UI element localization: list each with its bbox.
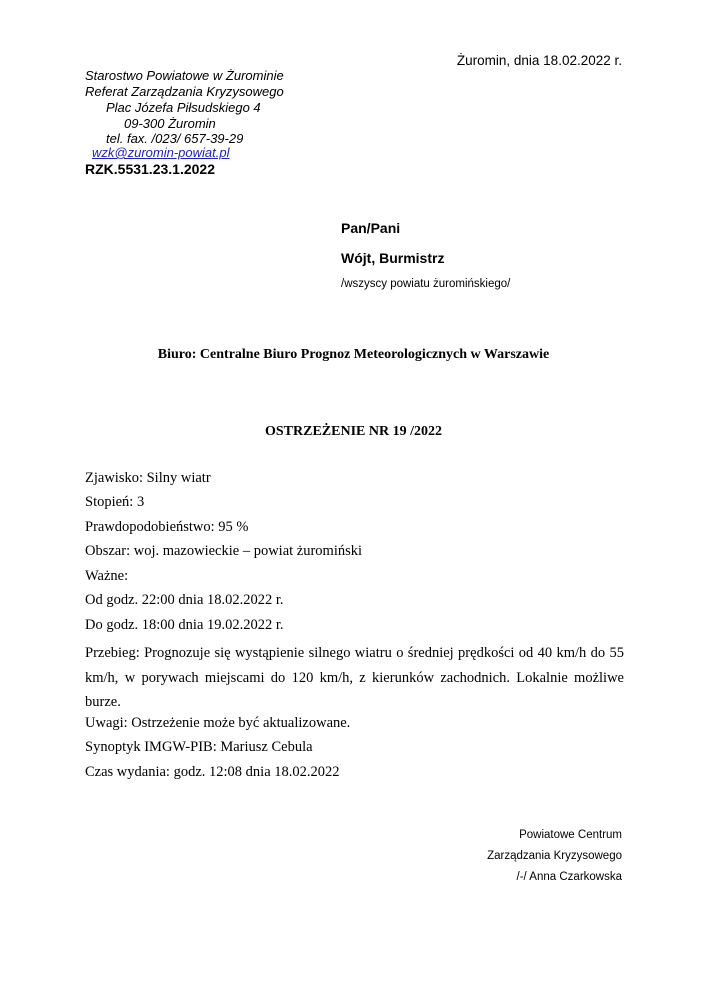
signature-center-cont: Zarządzania Kryzysowego [487,850,622,862]
warning-remarks: Uwagi: Ostrzeżenie może być aktualizowane. [85,715,351,731]
warning-issued-time: Czas wydania: godz. 12:08 dnia 18.02.2022 [85,764,340,780]
sender-phone-fax: tel. fax. /023/ 657-39-29 [106,131,244,146]
signature-name: /-/ Anna Czarkowska [516,871,622,883]
warning-forecaster: Synoptyk IMGW-PIB: Mariusz Cebula [85,739,313,755]
warning-valid-label: Ważne: [85,568,129,584]
warning-degree: Stopień: 3 [85,494,145,510]
bureau-heading: Biuro: Centralne Biuro Prognoz Meteorologicznych w Warszawie [157,347,550,362]
addressee-scope: /wszyscy powiatu żuromińskiego/ [341,278,511,290]
sender-office: Starostwo Powiatowe w Żurominie [85,68,284,83]
sender-email-link[interactable]: wzk@zuromin-powiat.pl [92,145,230,160]
warning-valid-to: Do godz. 18:00 dnia 19.02.2022 r. [85,617,284,633]
addressee-salutation: Pan/Pani [341,220,401,236]
warning-course: Przebieg: Prognozuje się wystąpienie silnego wiatru o średniej prędkości od 40 km/h do 55 km/h, w porywach miejscami do 120 km/h, z kierunków zachodnich. Lokalnie możliwe burze. [85,645,624,710]
reference-number: RZK.5531.23.1.2022 [85,161,215,177]
warning-area: Obszar: woj. mazowieckie – powiat żuromiński [85,543,363,559]
warning-valid-from: Od godz. 22:00 dnia 18.02.2022 r. [85,592,284,608]
date-line: Żuromin, dnia 18.02.2022 r. [456,53,622,68]
warning-title: OSTRZEŻENIE NR 19 /2022 [265,424,442,439]
signature-center: Powiatowe Centrum [519,829,622,841]
addressee-title: Wójt, Burmistrz [341,250,445,266]
warning-phenomenon: Zjawisko: Silny wiatr [85,470,211,486]
sender-postal-city: 09-300 Żuromin [124,116,216,131]
warning-probability: Prawdopodobieństwo: 95 % [85,519,249,535]
sender-street: Plac Józefa Piłsudskiego 4 [106,100,261,115]
sender-department: Referat Zarządzania Kryzysowego [85,84,284,99]
